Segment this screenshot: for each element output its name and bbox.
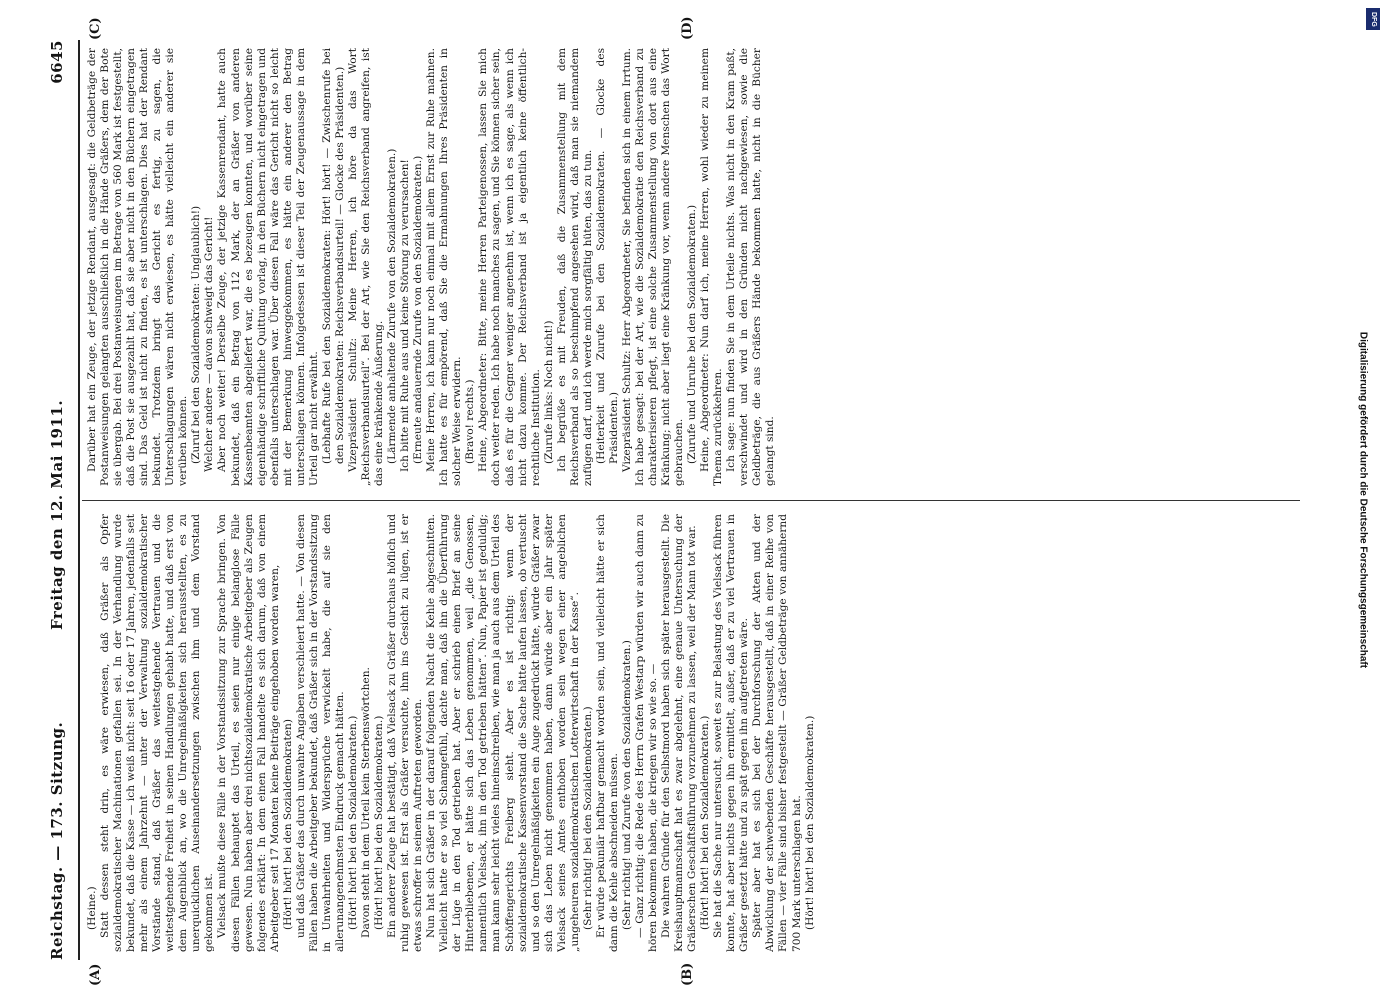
dfg-logo: DFG xyxy=(1366,8,1380,30)
interjection: (Sehr richtig! bei den Sozialdemokraten.) xyxy=(581,706,594,930)
paragraph: Darüber hat ein Zeuge, der jetzige Rendant, ausgesagt: die Geldbeträge der Postanweisungen gelangten ausschließlich in die Hände Gräßers, dem der Bote sie übergab. Bei drei Postanweisungen im Betrage von 560 Mark ist festgestellt, daß die Post sie ausgezahlt hat, daß sie aber nicht in den Büchern eingetragen sind. Das Geld ist nicht zu finden, es ist unterschlagen. Dies hat der Rendant bekundet. Trotzdem bringt das Gericht es fertig, zu sagen, die Unterschlagungen wären nicht erwiesen, es hätte vielleicht ein anderer sie verüben können. xyxy=(86,48,190,486)
interjection: (Hört! hört! bei den Sozialdemokraten.) xyxy=(699,715,712,930)
paragraph: Heine, Abgeordneter: Bitte, meine Herren Parteigenossen, lassen Sie mich doch weiter reden. Ich habe noch manches zu sagen, und Sie können sicher sein, daß es für die Gegner weniger angenehm ist, wenn ich es sage, als wenn ich nicht dazu komme. Der Reichsverband ist ja eigentlich keine öffentlich-rechtliche Institution. xyxy=(477,48,542,486)
paragraph: Er würde pekuniär haftbar gemacht worden sein, und vielleicht hätte er sich dann die Kehle abschneiden müssen. xyxy=(594,514,620,952)
paragraph: Ich bitte mit Ruhe aus und keine Störung zu verursachen! xyxy=(399,159,412,472)
right-column xyxy=(86,48,1300,486)
paragraph: Später aber hat es sich bei der Durchforschung der Akten und der Abwicklung der schwebenden Geschäfte herausgestellt, daß in einer Reihe von Fällen — vier Fälle sind bisher festgestellt — Gräßer Geldbeträge von annähernd 700 Mark unterschlagen hat. xyxy=(751,514,803,952)
interjection: (Heiterkeit und Zurufe bei den Sozialdemokraten. — Glocke des Präsidenten.) xyxy=(594,48,620,464)
interjection: (Hört! hört! bei den Sozialdemokraten) xyxy=(281,719,294,930)
paragraph: Vizepräsident Schultz: Meine Herren, ich höre da das Wort „Reichsverbandsurteil“. Bei der Art, wie Sie den Reichsverband angreifen, ist das eine kränkende Äußerung. xyxy=(346,48,386,486)
paragraph: Aber noch weiter! Derselbe Zeuge, der jetzige Kassenrendant, hatte auch bekundet, daß ein Betrag von 112 Mark, der an Gräßer von anderen Kassenbeamten abgeliefert war, die es bezeugen konnten, und worüber seine eigenhändige schriftliche Quittung vorlag, in den Büchern nicht eingetragen und ebenfalls unterschlagen war. Über diesen Fall wäre das Gericht nicht so leicht mit der Bemerkung hinweggekommen, es hätte ein anderer den Betrag unterschlagen können. Infolgedessen ist dieser Teil der Zeugenaussage in dem Urteil gar nicht erwähnt. xyxy=(216,48,320,486)
interjection: (Hört! hört! bei den Sozialdemokraten.) xyxy=(346,715,359,930)
paragraph: Die wahren Gründe für den Selbstmord haben sich später herausgestellt. Die Kreishauptmannschaft hat es zwar abgelehnt, eine genaue Untersuchung der Gräßerschen Geschäftsführung vorzunehmen zu lassen, weil der Mann tot war. xyxy=(660,514,699,952)
interjection: (Zurufe und Unruhe bei den Sozialdemokraten.) xyxy=(686,204,699,464)
paragraph: Davon steht in dem Urteil kein Sterbenswörtchen. xyxy=(359,667,372,938)
paragraph: Sie hat die Sache nur untersucht, soweit es zur Belastung des Vielsack führen konnte, hat aber nichts gegen ihn ermittelt, außer, daß er zu viel Vertrauen in Gräßer gesetzt hätte und zu spät gegen ihn aufgetreten wäre. xyxy=(712,514,751,952)
paragraph: Ich begrüße es mit Freuden, daß die Zusammenstellung mit dem Reichsverband als so beschimpfend angesehen wird, daß man sie niemandem zufügen darf, und ich werde mich sorgfältig hüten, das zu tun. xyxy=(555,48,594,486)
header-date: Freitag den 12. Mai 1911. xyxy=(48,399,66,630)
interjection: (Lebhafte Rufe bei den Sozialdemokraten: Hört! hört! — Zwischenrufe bei den Sozialdemokraten: Reichsverbandsurteil! — Glocke des Präsidenten.) xyxy=(320,48,346,464)
page-number: 6645 xyxy=(48,40,66,84)
paragraph: Ich sage: nun finden Sie in dem Urteile nichts. Was nicht in den Kram paßt, verschwindet und wird in den Gründen nicht nachgewiesen, sowie die Geldbeträge, die aus Gräßers Hände bekommen hatte, nicht in die Bücher gelangt sind. xyxy=(725,48,777,486)
paragraph: Welcher andere — davon schweigt das Gericht! xyxy=(203,216,216,472)
column-divider xyxy=(82,500,1300,501)
interjection: (Hört! hört! bei den Sozialdemokraten.) xyxy=(803,715,816,930)
interjection: (Hört! hört! bei den Sozialdemokraten.) xyxy=(373,715,386,930)
rotated-page xyxy=(40,16,1340,986)
paragraph: Nun hat sich Gräßer in der darauf folgenden Nacht die Kehle abgeschnitten. Vielleicht hatte er so viel Schamgefühl, dachte man, daß ihn die Überführung der Lüge in den Tod getrieben hat. Aber er schrieb einen Brief an seine Hinterbliebenen, er hätte sich das Leben genommen, weil „die Genossen, namentlich Vielsack, ihn in den Tod getrieben hätten“. Nun, Papier ist geduldig; man kann sehr leicht vieles hineinschreiben, wie man ja auch aus dem Urteil des Schöffengerichts Freiberg sieht. Aber es ist richtig: wenn der sozialdemokratische Kassenvorstand die Sache hätte laufen lassen, ob vertuscht und so den Unregelmäßigkeiten ein Auge zugedrückt hätte, würde Gräßer zwar sich das Leben nicht genommen haben, dann würde aber ein Jahr später Vielsack seines Amtes enthoben worden sein wegen einer angeblichen „ungeheuren sozialdemokratischen Lotterwirtschaft in der Kasse“. xyxy=(425,514,581,952)
header-left: Reichstag. — 173. Sitzung. xyxy=(48,721,66,960)
paragraph: Vielsack mußte diese Fälle in der Vorstandssitzung zur Sprache bringen. Von diesen Fällen behauptet das Urteil, es seien nur einige belanglose Fälle gewesen. Nun haben aber drei nichtsozialdemokratische Arbeitgeber als Zeugen folgendes erklärt: In dem einen Fall handelte es sich darum, daß von einem Arbeitgeber seit 17 Monaten keine Beiträge eingehoben worden waren, xyxy=(216,514,281,952)
paragraph: Ein anderer Zeuge hat bestätigt, daß Vielsack zu Gräßer durchaus höflich und ruhig gewesen ist. Erst als Gräßer versuchte, ihm ins Gesicht zu lügen, ist er etwas schroffer in seinem Auftreten geworden. xyxy=(386,514,425,952)
margin-marker-a: (A) xyxy=(88,963,103,986)
margin-marker-c: (C) xyxy=(88,17,103,40)
left-column xyxy=(86,514,1300,952)
paragraph: Vizepräsident Schultz: Herr Abgeordneter, Sie befinden sich in einem Irrtum. Ich habe gesagt: bei der Art, wie die Sozialdemokratie den Reichsverband zu charakterisieren pflegt, ist eine solche Zusammenstellung von dort aus eine Kränkung; nicht aber liegt eine Kränkung vor, wenn andere Menschen das Wort gebrauchen. xyxy=(620,48,686,486)
interjection: (Heine.) xyxy=(86,886,98,930)
interjection: (Zuruf bei den Sozialdemokraten: Unglaublich!) xyxy=(190,205,203,464)
paragraph: und daß Gräßer das durch unwahre Angaben verschleiert hatte. — Von diesen Fällen haben die Arbeitgeber bekundet, daß Gräßer sich in der Vorstandssitzung in Unwahrheiten und Widersprüche verwickelt habe, die auf sie den allerunangenehmsten Eindruck gemacht hätten. xyxy=(294,514,346,952)
interjection: (Bravo! rechts.) xyxy=(464,379,477,464)
paragraph: Heine, Abgeordneter: Nun darf ich, meine Herren, wohl wieder zu meinem Thema zurückkehren. xyxy=(699,48,725,486)
margin-marker-d: (D) xyxy=(680,16,695,40)
digitization-notice: Digitalisierung gefördert durch die Deutsche Forschungsgemeinschaft xyxy=(1357,331,1369,669)
paragraph: Statt dessen steht drin, es wäre erwiesen, daß Gräßer als Opfer sozialdemokratischer Machinationen gefallen sei. In der Verhandlung wurde bekundet, daß die Kasse — ich weiß nicht: seit 16 oder 17 Jahren, jedenfalls seit mehr als einem Jahrzehnt — unter der Verwaltung sozialdemokratischer Vorstände stand, daß Gräßer das weitestgehende Vertrauen und die weitestgehende Freiheit in seinen Handlungen gehabt hatte, und daß erst von dem Augenblick an, wo die Unregelmäßigkeiten sich herausstellten, es zu unerquicklichen Auseinandersetzungen zwischen ihm und dem Vorstand gekommen ist. xyxy=(99,514,216,952)
page-header xyxy=(40,40,70,960)
interjection: (Sehr richtig! und Zurufe von den Sozialdemokraten.) xyxy=(620,640,633,930)
paragraph: Meine Herren, ich kann nur noch einmal mit allem Ernst zur Ruhe mahnen. Ich hatte es für empörend, daß Sie die Ermahnungen Ihres Präsidenten in solcher Weise erwidern. xyxy=(425,48,464,486)
interjection: (Erneute andauernde Zurufe von den Sozialdemokraten.) xyxy=(412,155,425,464)
interjection: (Lärmende anhaltende Zurufe von den Sozialdemokraten.) xyxy=(386,148,399,464)
paragraph: — Ganz richtig: die Rede des Herrn Grafen Westarp würden wir auch dann zu hören bekommen haben, die kriegen wir so wie so. — xyxy=(633,514,660,952)
margin-marker-b: (B) xyxy=(680,962,695,986)
interjection: (Zurufe links: Noch nicht!) xyxy=(542,320,555,464)
header-rule xyxy=(78,40,80,960)
